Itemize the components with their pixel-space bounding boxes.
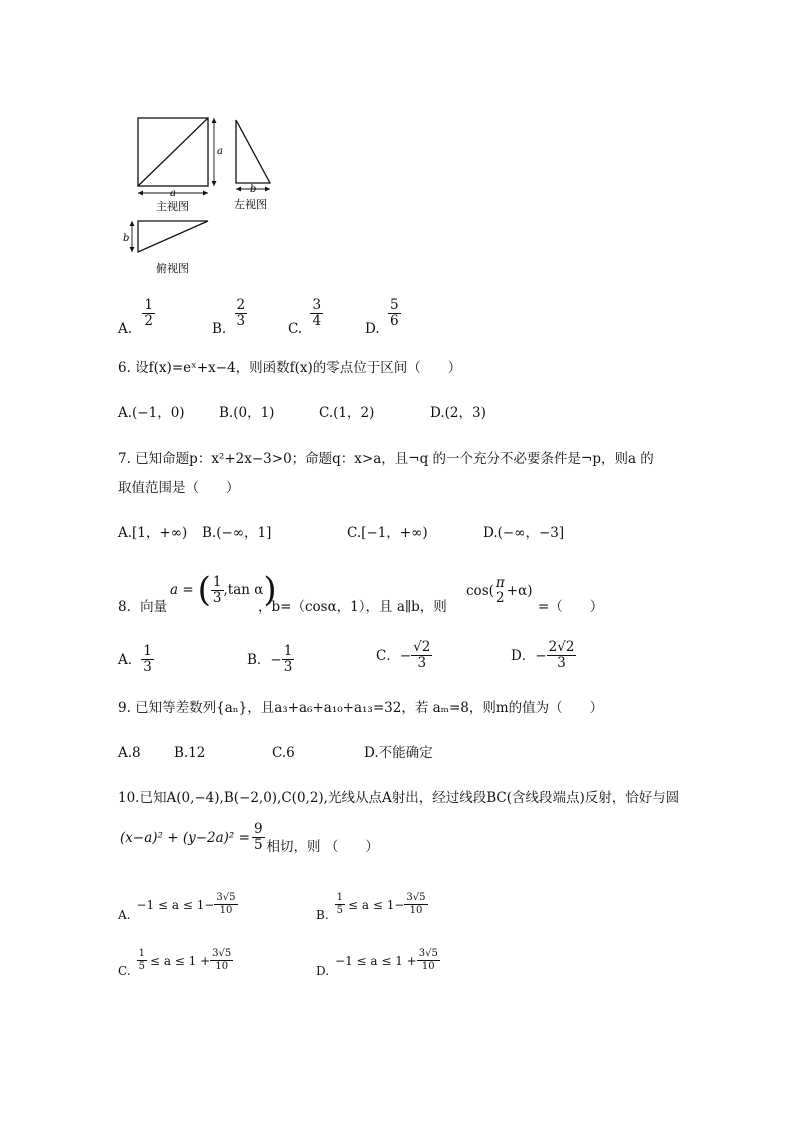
- q10-circle-equation: (x−a)² + (y−2a)² = $\frac{9}{5}$ 相切，则 （ ）: [120, 821, 379, 855]
- q7-option-a[interactable]: A.[1，+∞): [118, 525, 188, 541]
- q7-option-c[interactable]: C.[−1，+∞): [347, 525, 428, 541]
- q10-stem-line1: 10.已知A(0,−4),B(−2,0),C(0,2),光线从点A射出，经过线段BC(含线段端点)反射，恰好与圆: [118, 790, 680, 806]
- q6-stem: 6. 设f(x)=eˣ+x−4，则函数f(x)的零点位于区间（ ）: [118, 360, 462, 376]
- q10-option-a[interactable]: A. −1 ≤ a ≤ 1− $\frac{3√5}{10}$: [118, 892, 236, 922]
- q7-option-b[interactable]: B.(−∞，1]: [202, 525, 272, 541]
- q10-option-c[interactable]: C. $\frac{1}{5}$ ≤ a ≤ 1 + $\frac{3√5}{10}$: [118, 948, 232, 978]
- top-view-triangle: [138, 221, 208, 252]
- q8-vector-a: a = ( $\frac{1}{3}$ ,tan α ): [170, 570, 277, 610]
- q7-stem-line1: 7. 已知命题p：x²+2x−3>0；命题q：x>a，且¬q 的一个充分不必要条件是¬p，则a 的: [118, 451, 654, 467]
- q5-option-a[interactable]: A. $\frac{1}{2}$: [118, 297, 153, 337]
- q8-option-b[interactable]: B． − $\frac{1}{3}$: [247, 643, 293, 675]
- q6-option-b[interactable]: B.(0，1): [219, 405, 275, 421]
- q9-option-b[interactable]: B.12: [174, 745, 206, 761]
- q8-cos-expr: cos( π 2 +α): [466, 575, 533, 606]
- q7-stem-line2: 取值范围是（ ）: [118, 480, 240, 496]
- front-view-caption: 主视图: [156, 200, 189, 213]
- front-width-label: a: [170, 188, 176, 199]
- q8-option-a[interactable]: A． $\frac{1}{3}$: [118, 643, 152, 675]
- front-height-label: a: [217, 146, 223, 157]
- q8-answer-blank: =（ ）: [538, 599, 604, 615]
- q9-option-a[interactable]: A.8: [118, 745, 141, 761]
- q8-option-d[interactable]: D． − $\frac{2√2}{3}$: [511, 639, 575, 671]
- q8-option-c[interactable]: C． − $\frac{√2}{3}$: [376, 639, 431, 671]
- q9-option-d[interactable]: D.不能确定: [364, 745, 433, 761]
- q8-prefix: 8．向量: [118, 599, 168, 615]
- q6-option-c[interactable]: C.(1，2): [319, 405, 375, 421]
- q8-condition: ，b=（cosα，1），且 a∥b，则: [258, 599, 447, 615]
- q10-option-b[interactable]: B. $\frac{1}{5}$ ≤ a ≤ 1− $\frac{3√5}{10}$: [316, 892, 426, 922]
- three-view-figure: [118, 90, 288, 280]
- q7-option-d[interactable]: D.(−∞，−3]: [483, 525, 565, 541]
- top-view-caption: 俯视图: [156, 262, 189, 275]
- q9-stem: 9. 已知等差数列{aₙ}，且a₃+a₆+a₁₀+a₁₃=32，若 aₘ=8，则m的值为（ ）: [118, 700, 604, 716]
- q6-option-d[interactable]: D.(2，3): [430, 405, 486, 421]
- q6-option-a[interactable]: A.(−1，0): [118, 405, 185, 421]
- side-view-triangle: [236, 120, 270, 183]
- top-height-label: b: [123, 233, 130, 244]
- side-view-caption: 左视图: [234, 198, 267, 211]
- q5-option-c[interactable]: C. $\frac{3}{4}$: [288, 297, 322, 337]
- q10-option-d[interactable]: D. −1 ≤ a ≤ 1 + $\frac{3√5}{10}$: [316, 948, 438, 978]
- q5-option-b[interactable]: B. $\frac{2}{3}$: [212, 297, 246, 337]
- q5-option-d[interactable]: D. $\frac{5}{6}$: [365, 297, 399, 337]
- side-width-label: b: [250, 184, 257, 195]
- q9-option-c[interactable]: C.6: [272, 745, 295, 761]
